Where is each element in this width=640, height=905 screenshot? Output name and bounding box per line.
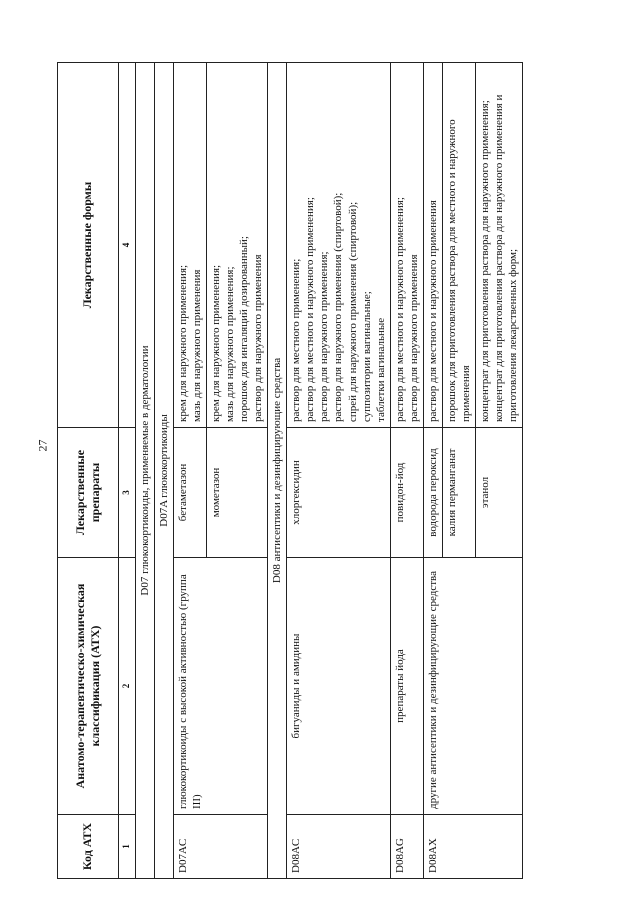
drug-name: мометазон [206,428,267,558]
atc-classification: препараты йода [390,558,423,815]
dosage-form: крем для наружного применения; [176,264,189,422]
page-number: 27 [35,439,50,452]
dosage-form: концентрат для приготовления раствора для наружного применения; [479,100,492,422]
section-title: D08 антисептики и дезинфицирующие средства [268,63,287,879]
dosage-form: раствор для наружного применения; [318,251,331,422]
column-number: 3 [119,428,136,558]
atc-code: D07AC [173,815,267,879]
column-number: 1 [119,815,136,879]
dosage-forms [287,63,391,428]
drug-name: этанол [476,428,523,558]
dosage-form: раствор для местного применения; [290,258,303,422]
dosage-forms [423,63,442,428]
atc-classification: глюкокортикоиды с высокой активностью (группа III) [173,558,267,815]
drug-name: хлоргексидин [287,428,391,558]
section-row-d08 [268,63,287,879]
dosage-form: суппозитории вагинальные; [360,291,373,422]
header-row [58,63,119,879]
column-number: 2 [119,558,136,815]
section-row-d07a [154,63,173,879]
dosage-form: мазь для наружного применения [190,269,203,422]
dosage-form: раствор для местного и наружного применения; [393,197,406,422]
dosage-forms [443,63,476,428]
table-row [423,63,442,879]
dosage-forms [173,63,206,428]
header-forms: Лекарственные формы [58,63,119,428]
atc-code: D08AC [287,815,391,879]
dosage-form: крем для наружного применения; [209,264,222,422]
drug-name: калия перманганат [443,428,476,558]
table-row [287,63,391,879]
dosage-form: раствор для местного и наружного применения; [304,197,317,422]
section-title: D07 глюкокортикоиды, применяемые в дерматологии [135,63,154,879]
dosage-form: таблетки вагинальные [374,317,387,422]
atc-code: D08AX [423,815,522,879]
dosage-form: мазь для наружного применения; [223,266,236,422]
dosage-form: раствор для наружного применения [252,254,265,422]
section-row-d07 [135,63,154,879]
table-row [390,63,423,879]
dosage-form: раствор для наружного применения [407,254,420,422]
dosage-form: порошок для ингаляций дозированный; [237,236,250,422]
rotated-page [57,63,590,879]
column-number: 4 [119,63,136,428]
dosage-form: концентрат для приготовления раствора для наружного применения и приготовления лекарственных форм; [493,94,520,422]
header-classification: Анатомо-терапевтическо-химическая классификация (АТХ) [58,558,119,815]
dosage-form: спрей для наружного применения (спиртовой); [346,201,359,422]
dosage-forms [390,63,423,428]
atc-table [57,62,523,879]
drug-name: бетаметазон [173,428,206,558]
atc-classification: бигуаниды и амидины [287,558,391,815]
section-title: D07A глюкокортикоиды [154,63,173,879]
header-code: Код АТХ [58,815,119,879]
drug-name: водорода пероксид [423,428,442,558]
atc-code: D08AG [390,815,423,879]
dosage-form: порошок для приготовления раствора для местного и наружного применения [446,119,473,422]
atc-classification: другие антисептики и дезинфицирующие средства [423,558,522,815]
dosage-form: раствор для местного и наружного применения [426,200,439,422]
header-preparations: Лекарственные препараты [58,428,119,558]
column-number-row [119,63,136,879]
dosage-forms [476,63,523,428]
dosage-forms [206,63,267,428]
dosage-form: раствор для наружного применения (спиртовой); [332,192,345,422]
table-row [173,63,206,879]
drug-name: повидон-йод [390,428,423,558]
